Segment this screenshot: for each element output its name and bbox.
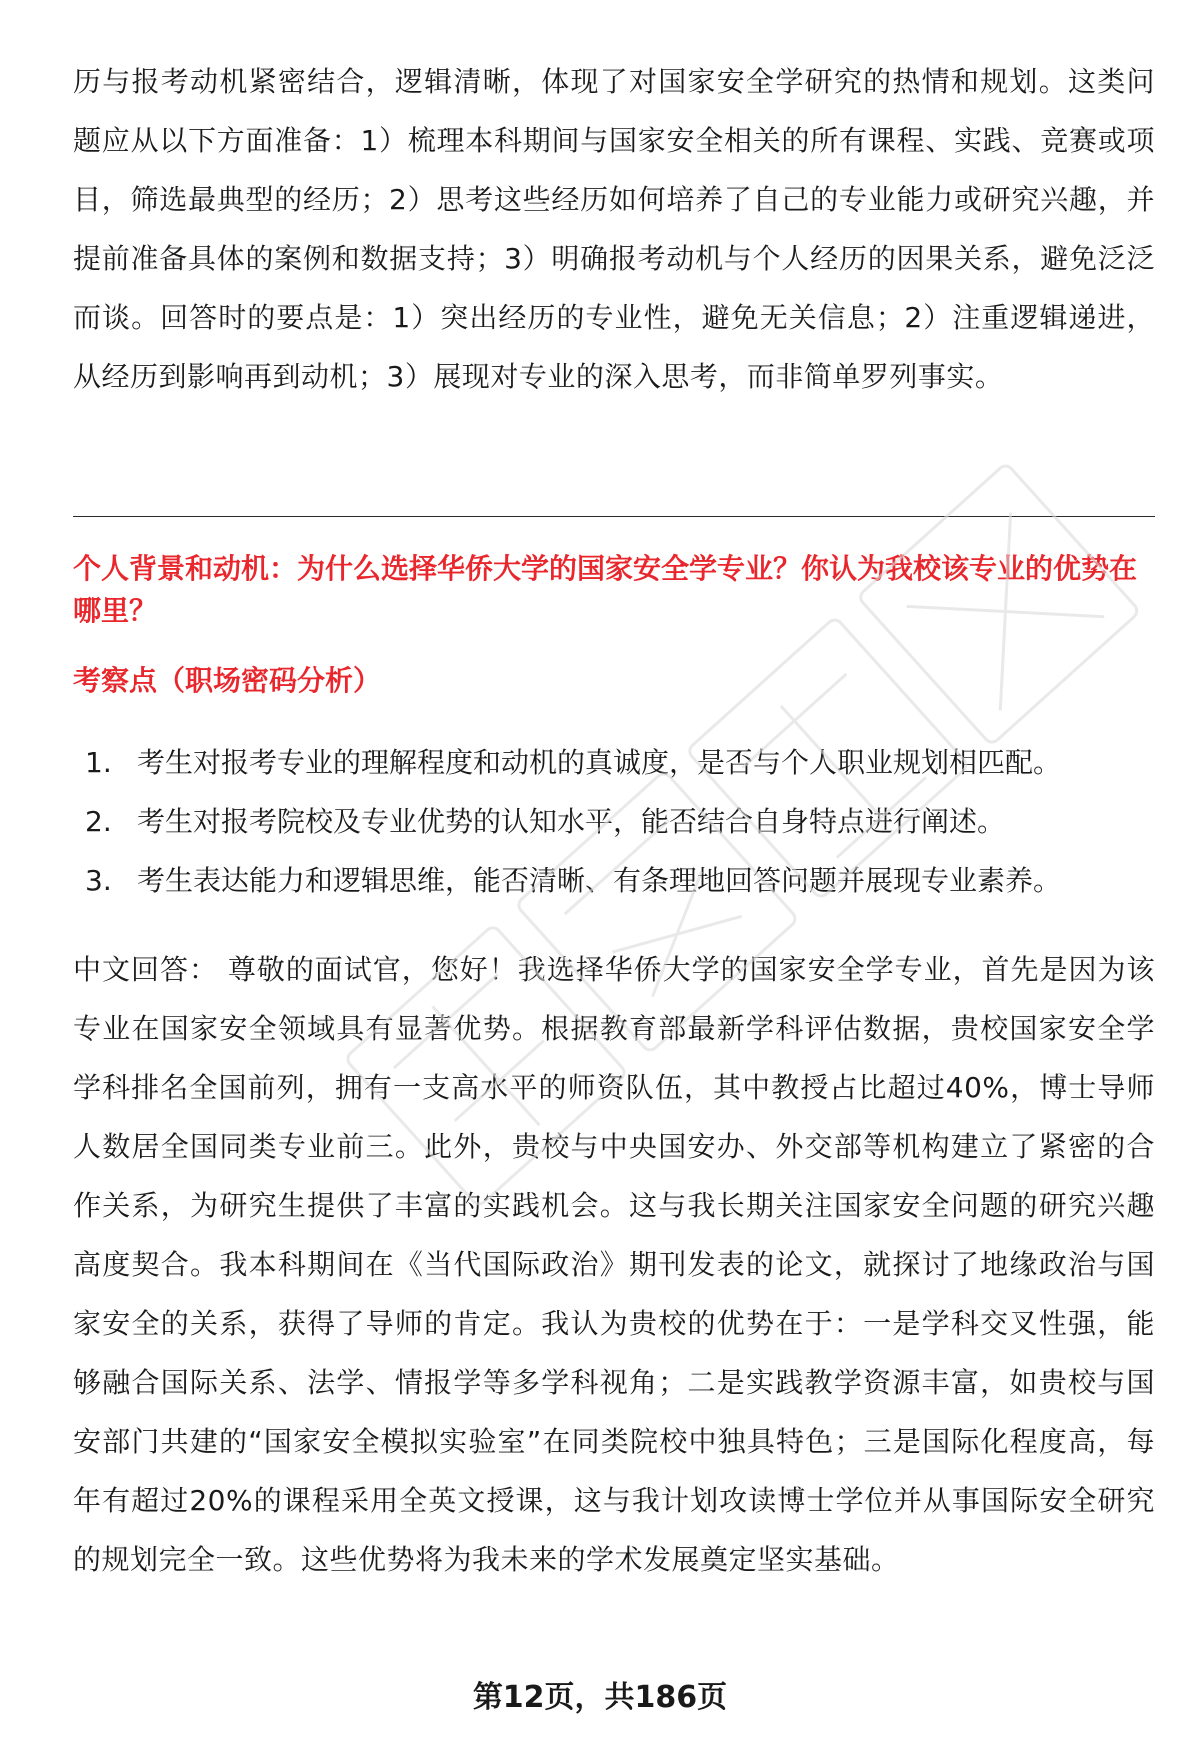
question-heading: 个人背景和动机：为什么选择华侨大学的国家安全学专业？你认为我校该专业的优势在哪里？ [73, 552, 1138, 627]
answer-paragraph: 中文回答： 尊敬的面试官，您好！我选择华侨大学的国家安全学专业，首先是因为该专业在国家安全领域具有显著优势。根据教育部最新学科评估数据，贵校国家安全学学科排名全国前列，拥有一支高水平的师资队伍，其中教授占比超过40%，博士导师人数居全国同类专业前三。此外，贵校与中央国安办、外交部等机构建立了紧密的合作关系，为研究生提供了丰富的实践机会。这与我长期关注国家安全问题的研究兴趣高度契合。我本科期间在《当代国际政治》期刊发表的论文，就探讨了地缘政治与国家安全的关系，获得了导师的肯定。我认为贵校的优势在于：一是学科交叉性强，能够融合国际关系、法学、情报学等多学科视角；二是实践教学资源丰富，如贵校与国安部门共建的“国家安全模拟实验室”在同类院校中独具特色；三是国际化程度高，每年有超过20%的课程采用全英文授课，这与我计划攻读博士学位并从事国际安全研究的规划完全一致。这些优势将为我未来的学术发展奠定坚实基础。 [73, 953, 1155, 1576]
section-divider [73, 516, 1155, 517]
list-item-number: 1. [85, 746, 112, 779]
list-item-text: 考生表达能力和逻辑思维，能否清晰、有条理地回答问题并展现专业素养。 [137, 864, 1062, 897]
list-item [73, 792, 1155, 851]
list-item-number: 3. [85, 864, 112, 897]
exam-points-list [73, 733, 1155, 910]
list-item [73, 851, 1155, 910]
intro-paragraph: 历与报考动机紧密结合，逻辑清晰，体现了对国家安全学研究的热情和规划。这类问题应从以下方面准备：1）梳理本科期间与国家安全相关的所有课程、实践、竞赛或项目，筛选最典型的经历；2）思考这些经历如何培养了自己的专业能力或研究兴趣，并提前准备具体的案例和数据支持；3）明确报考动机与个人经历的因果关系，避免泛泛而谈。回答时的要点是：1）突出经历的专业性，避免无关信息；2）注重逻辑递进，从经历到影响再到动机；3）展现对专业的深入思考，而非简单罗列事实。 [73, 65, 1155, 393]
list-item-number: 2. [85, 805, 112, 838]
list-item [73, 733, 1155, 792]
subheading-exam-points: 考察点（职场密码分析） [73, 664, 382, 697]
page-number: 第12页，共186页 [472, 1680, 728, 1715]
list-item-text: 考生对报考院校及专业优势的认知水平，能否结合自身特点进行阐述。 [137, 805, 1006, 838]
list-item-text: 考生对报考专业的理解程度和动机的真诚度，是否与个人职业规划相匹配。 [137, 746, 1062, 779]
